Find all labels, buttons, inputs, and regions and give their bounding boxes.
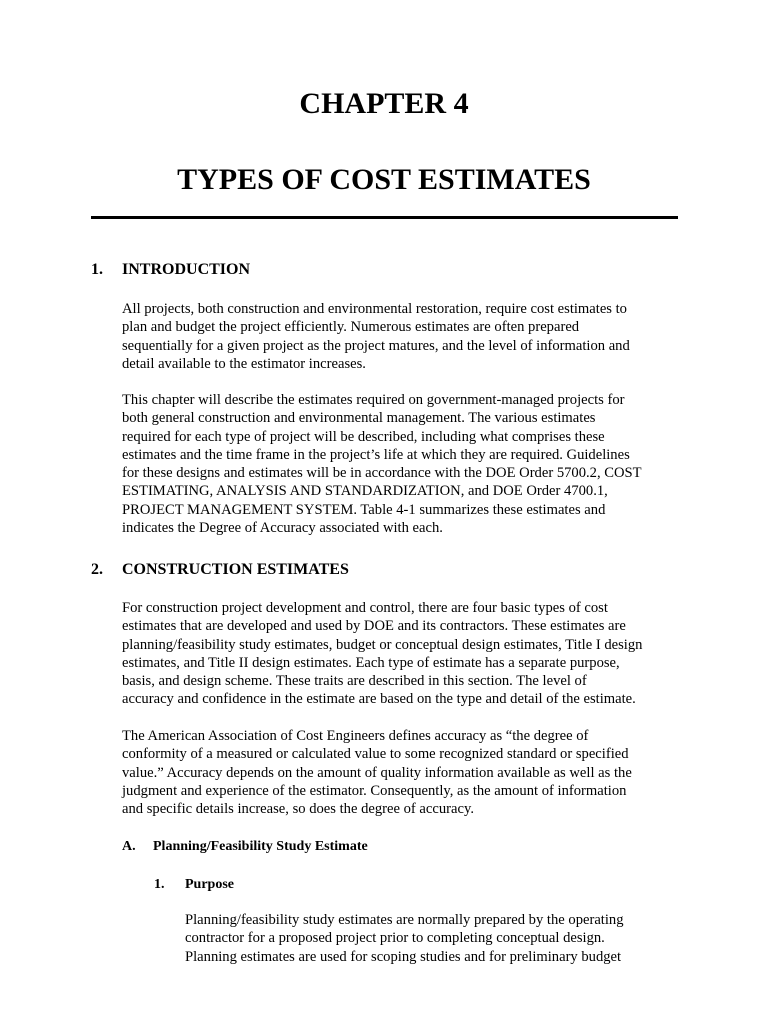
text-line: plan and budget the project efficiently. Numerous estimates are often prepared [122,319,580,336]
text-line: All projects, both construction and environmental restoration, require cost estimates to [122,301,627,317]
text-line: both general construction and environmental management. The various estimates [122,410,596,427]
text-line: indicates the Degree of Accuracy associated with each. [122,520,443,537]
text-line: The American Association of Cost Engineers defines accuracy as “the degree of [122,728,589,744]
chapter-label: CHAPTER 4 [299,87,469,120]
text-line: This chapter will describe the estimates required on government-managed projects for [122,392,625,408]
chapter-title: TYPES OF COST ESTIMATES [177,163,591,196]
paragraph [122,391,692,537]
paragraph [122,300,692,373]
text-line: Planning estimates are used for scoping studies and for preliminary budget [185,948,622,965]
subsection-title: Planning/Feasibility Study Estimate [153,839,368,854]
section-title: INTRODUCTION [122,261,251,278]
section-number: 1. [91,261,103,278]
text-line: accuracy and confidence in the estimate are based on the type and detail of the estimate. [122,691,636,708]
text-line: basis, and design scheme. These traits are described in this section. The level of [122,673,587,690]
paragraph [185,911,685,966]
section-number: 2. [91,561,103,578]
text-line: detail available to the estimator increases. [122,355,366,372]
text-line: and specific details increase, so does the degree of accuracy. [122,801,474,818]
paragraph [122,727,692,818]
text-line: estimates and the time frame in the project’s life at which they are required. Guidelines [122,446,630,463]
title-divider [91,216,678,219]
text-line: contractor for a proposed project prior to completing conceptual design. [185,930,605,947]
text-line: Planning/feasibility study estimates are normally prepared by the operating [185,912,624,928]
subsection-letter: A. [122,839,136,854]
text-line: estimates, and Title II design estimates. Each type of estimate has a separate purpose, [122,654,620,671]
text-line: sequentially for a given project as the project matures, and the level of information and [122,337,630,354]
text-line: ESTIMATING, ANALYSIS AND STANDARDIZATION, and DOE Order 4700.1, [122,483,608,500]
text-line: for these designs and estimates will be in accordance with the DOE Order 5700.2, COST [122,465,642,482]
item-title: Purpose [185,877,234,892]
text-line: value.” Accuracy depends on the amount of quality information available as well as the [122,764,632,781]
item-number: 1. [154,877,165,892]
text-line: required for each type of project will be described, including what comprises these [122,428,605,445]
text-line: planning/feasibility study estimates, budget or conceptual design estimates, Title I design [122,636,643,653]
text-line: judgment and experience of the estimator. Consequently, as the amount of information [122,782,627,799]
paragraph [122,599,692,709]
section-title: CONSTRUCTION ESTIMATES [122,561,349,578]
text-line: conformity of a measured or calculated value to some recognized standard or specified [122,746,629,763]
text-line: PROJECT MANAGEMENT SYSTEM. Table 4-1 summarizes these estimates and [122,501,606,518]
text-line: estimates that are developed and used by DOE and its contractors. These estimates are [122,618,626,635]
text-line: For construction project development and control, there are four basic types of cost [122,600,608,616]
